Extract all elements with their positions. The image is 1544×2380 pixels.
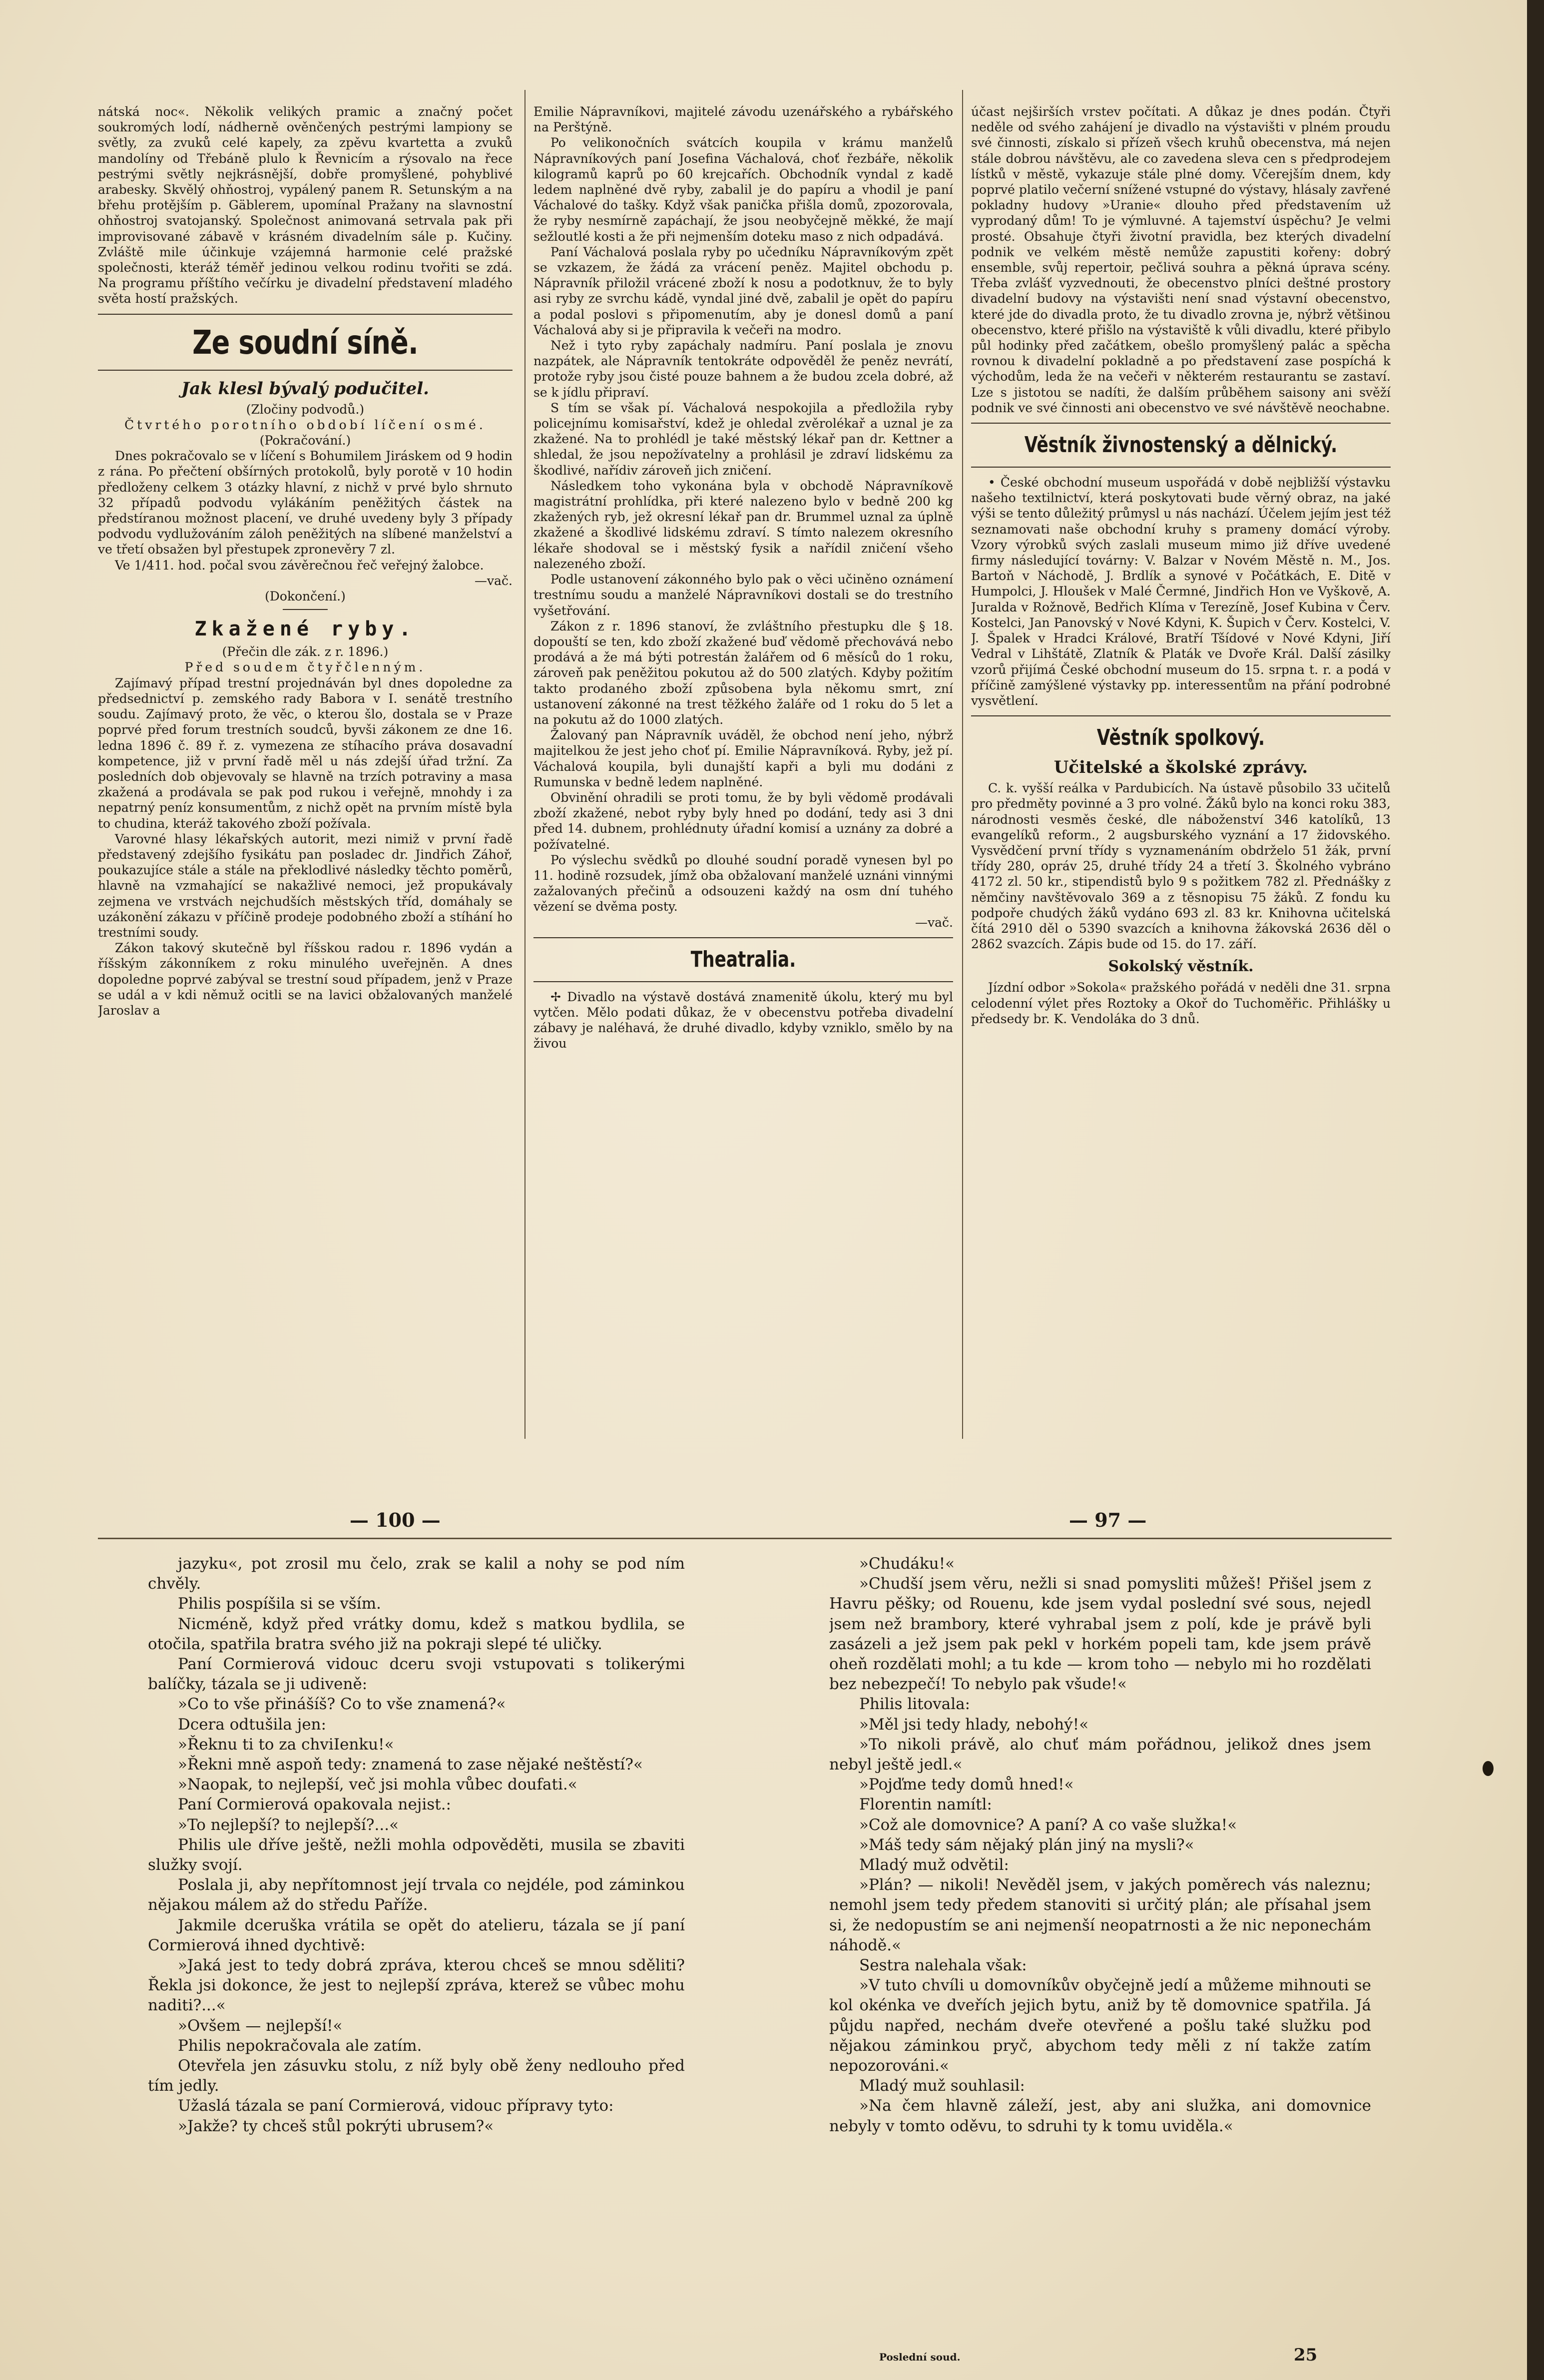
- paragraph: Philis litovala:: [859, 1695, 971, 1714]
- paragraph: Po velikonočních svátcích koupila v krámu manželů Nápravníkových paní Josefina Váchalová, choť řezbáře, několik kilogramů kaprů po 60 krejcařích. Obchodník vyndal z kadě ledem naplněné dvě ryby, zabalil je do papíru a vhodil je paní Váchalové do tašky. Když však panička přišla domů, zpozorovala, že ryby nesmírně zapáchají, že jsou neobyčejně měkké, že mají sežloutlé kosti a že při nejmenším doteku maso z nich odpadává.: [533, 135, 953, 244]
- paragraph: Varovné hlasy lékařských autorit, mezi nimiž v první řadě představený zdejšího fysikátu pan posladec dr. Jindřich Záhoř, poukazujíce stále a stále na překlodlivé následky těchto poměrů, hlavně na vzmahající se nakažlivé nemoci, jež propukávaly zejmena ve vrstvách nejchudších městských tříd, domáhaly se uzákonění zákazu v příčině prodeje podobného zboží a stíhání ho trestními soudy.: [98, 831, 513, 940]
- subsection-title: Učitelské a školské zprávy.: [1053, 757, 1308, 778]
- paragraph: S tím se však pí. Váchalová nespokojila a předložila ryby policejnímu komisařství, kdež je ohledal zvěrolékař a uznal je za zkažené. Na to prohlédl je také městský lékař pan dr. Kettner a shledal, že jsou nepožívatelny a prohlásil je zdraví lidskému za škodlivé, nařídiv zároveň jich zničení.: [533, 400, 953, 478]
- intro-paragraph: nátská noc«. Několik velikých pramic a značný počet soukromých lodí, nádherně ověnčených pestrými lampiony se světly, za zvuků celé kapely, za zpěvu kvartetta a zvuků mandolíny od Třebáně plulo k Řevnicím a rýsovalo na řece pestrými světly nejkrásnější, dobře promyšlené, pohyblivé arabesky. Skvělý ohňostroj, vypálený panem R. Setunským a na břehu protějším p. Gäblerem, upomínal Pražany na slavnostní ohňostroj svatojanský. Společnost animovaná setrvala pak při improvisované zábavě v krásném divadelním sále p. Kučiny. Zvláště mile účinkuje vzájemná harmonie celé pražské společnosti, kteráž téměř jedinou velkou rodinu tvořiti se zdá. Na programu příštího večírku je divadelní představení mladého světa hostí pražských.: [98, 104, 513, 306]
- section-title-court: Ze soudní síně.: [192, 323, 418, 362]
- paragraph: Nicméně, když před vrátky domu, kdež s matkou bydlila, se otočila, spatřila bratra svého již na pokraji slepé té uličky.: [148, 1615, 685, 1653]
- paragraph: »Chudší jsem věru, nežli si snad pomysliti můžeš! Přišel jsem z Havru pěšky; od Rouenu, kde jsem vydal poslední své sous, nejedl jsem než brambory, které vyhrabal jsem z polí, kde je právě byli zasázeli a jež jsem pak pekl v horkém popeli tam, kde jsem právě oheň rozdělati mohl; a tu kde — krom toho — nebylo mi ho rozdělati bez nebezpečí! To nebylo pak všude!«: [829, 1575, 1371, 1694]
- paragraph: Paní Cormierová vidouc dceru svoji vstupovati s tolikerými balíčky, tázala se ji udiveně:: [148, 1655, 685, 1694]
- paragraph: »To nikoli právě, alo chuť mám pořádnou, jelikož dnes jsem nebyl ještě jedl.«: [829, 1735, 1371, 1774]
- paragraph: Poslala ji, aby nepřítomnost její trvala co nejdéle, pod záminkou nějakou málem až do středu Paříže.: [148, 1876, 685, 1914]
- paragraph: Ve 1/411. hod. počal svou závěrečnou řeč veřejný žalobce.: [115, 558, 484, 573]
- paragraph: »Ovšem — nejlepší!«: [178, 2016, 343, 2035]
- footer-page-number: 25: [1294, 2345, 1318, 2365]
- paragraph: Žalovaný pan Nápravník uváděl, že obchod není jeho, nýbrž majitelkou že jest jeho choť pí. Emilie Nápravníková. Ryby, jež pí. Váchalová koupila, byli dunajští kapři a byli mu dodáni z Rumunska v bedně ledem naplněné.: [533, 728, 953, 789]
- paragraph: Jízdní odbor »Sokola« pražského pořádá v neděli dne 31. srpna celodenní výlet přes Roztoky a Okoř do Tuchoměřic. Přihlášky u předsedy br. K. Vendoláka do 3 dnů.: [971, 980, 1391, 1026]
- divider: [98, 370, 513, 371]
- paragraph: Podle ustanovení zákonného bylo pak o věci učiněno oznámení trestnímu soudu a manželé Nápravníkovi dostali se do trestního vyšetřování.: [533, 572, 953, 618]
- paragraph: Mladý muž souhlasil:: [859, 2077, 1025, 2095]
- paragraph: »Na čem hlavně záleží, jest, aby ani služka, ani domovnice nebyly v tomto oděvu, to sdruhi ty k tomu uviděla.«: [829, 2097, 1371, 2135]
- paragraph: Po výslechu svědků po dlouhé soudní poradě vynesen byl po 11. hodině rozsudek, jímž oba obžalovaní manželé uznáni vinnými zažalovaných přečinů a odsouzeni každý na osm dní tuhého vězení se dvěma posty.: [533, 852, 953, 914]
- paragraph: • České obchodní museum uspořádá v době nejbližší výstavku našeho textilnictví, která poskytovati bude věrný obraz, na jaké výši se tento důležitý průmysl u nás nachází. Účelem jejím jest též seznamovati naše obchodní kruhy s prameny domácí výroby. Vzory výrobků svých zaslali museum mimo již dříve uvedené firmy následující továrny: V. Balzar v Novém Městě n. M., Jos. Bartoň v Náchodě, J. Brdlík a synové v Počátkách, E. Ditě v Humpolci, J. Hloušek v Malé Čermné, Jindřich Hon ve Vyškově, A. Juralda v Rožnově, Bedřich Klíma v Terezíně, Josef Kubina v Červ. Kostelci, Jan Panovský v Nové Kdyni, K. Šupich v Červ. Kostelci, V. J. Špalek v Hradci Králové, Bratří Tšídové v Nové Kdyni, Jiří Vedral v Lihštátě, Zlatník & Platák ve Dvoře Král. Další zásilky vzorů přijímá České obchodní museum do 15. srpna t. r. a podá v příčině zamýšlené výstavky pp. interessentům na přání podrobné vysvětlení.: [971, 475, 1391, 708]
- paragraph: »Řekni mně aspoň tedy: znamená to zase nějaké neštěstí?«: [178, 1756, 643, 1774]
- paragraph: Paní Váchalová poslala ryby po učedníku Nápravníkovým zpět se vzkazem, že žádá za vrácení peněz. Majitel obchodu p. Nápravník přiložil vrácené zboží k nosu a podotknuv, že to byly asi ryby ze svrchu kádě, vyndal jiné dvě, zabalil je opět do papíru a podal poslovi s připomenutím, aby je donesl domů a paní Váchalová aby si je připravila k večeři na modro.: [533, 244, 953, 337]
- paragraph: Než i tyto ryby zapáchaly nadmíru. Paní poslala je znovu nazpátek, ale Nápravník tentokráte odpověděl že peněz nevrátí, protože ryby jsou čisté pouze bahnem a že budou zcela dobré, až se k jídlu připraví.: [533, 338, 953, 400]
- divider: [533, 981, 953, 982]
- paragraph: Philis ule dříve ještě, nežli mohla odpověděti, musila se zbaviti služky svojí.: [148, 1835, 685, 1874]
- paragraph: účast nejširších vrstev počítati. A důkaz je dnes podán. Čtyři neděle od svého zahájení je divadlo na výstavišti v plném proudu své činnosti, získalo si přízeň všech kruhů obecenstva, má nejen stále dobrou návštěvu, ale co zavedena sleva cen s předprodejem lístků v městě, vykazuje stále plné domy. Včerejším dnem, kdy poprvé platilo večerní snížené vstupné do výstavy, hlásaly zavřené pokladny hudovy »Uranie« dlouho před představením už vyprodaný dům! To je výmluvné. A tajemství úspěchu? Je velmi prosté. Obsahuje čtyři životní pravidla, bez kterých divadelní podnik ve velkém městě nemůže zapustiti kořeny: dobrý ensemble, svůj repertoir, pečlivá souhra a pěkná úprava scény. Třeba zvlášť vyzvednouti, že obecenstvo plníci deštné prostory divadelní budovy na výstavišti není snad výstavní obecenstvo, které jde do divadla proto, že tu divadlo zrovna je, nýbrž většinou obecenstvo, které přišlo na výstaviště k vůli divadlu, které přibylo půl hodinky před začátkem, obešlo promyšlený palác a spěcha rovnou k divadelní pokladně a po představení zase pospíchá k východům, leda že na večeři v některém restaurantu se zastaví. Lze s jistotou se nadíti, že dalším průběhem saisony ani svěží podnik ve své činnosti ani obecenstvo ve své návštěvě neochabne.: [971, 104, 1391, 415]
- article-title: Zkažené ryby.: [194, 617, 416, 641]
- paragraph: Philis nepokračovala ale zatím.: [178, 2036, 422, 2055]
- paragraph: Sestra nalehala však:: [859, 1956, 1027, 1975]
- paragraph: »Což ale domovnice? A paní? A co vaše služka!«: [859, 1815, 1237, 1834]
- column-divider: [962, 90, 963, 1439]
- paragraph: Zákon takový skutečně byl říšskou radou r. 1896 vydán a říšským zákonníkem z roku minulého uveřejněn. A dnes dopoledne poprvé zabýval se trestní soud případem, jenž v Praze se udál a v kdi němuž ocitli se na lavici obžalovaných manželé Jaroslav a: [98, 941, 513, 1018]
- punch-hole: [1483, 1761, 1494, 1776]
- paragraph: C. k. vyšší reálka v Pardubicích. Na ústavě působilo 33 učitelů pro předměty povinné a 3 pro volné. Žáků bylo na konci roku 383, národnosti vesměs české, dle náboženství 346 katolíků, 13 evangelíků reform., 2 augsburského vyznání a 17 židovského. Vysvědčení první třídy s vyznamenáním obdrželo 51 žák, první třídy 280, opráv 25, druhé třídy 24 a třetí 3. Školného vybráno 4172 zl. 50 kr., stipendistů bylo 9 s požitkem 782 zl. Přednášky z němčiny navštěvovalo 369 a z těsnopisu 75 žáků. Z fondu ku podpoře chudých žáků vydáno 693 zl. 83 kr. Knihovna učitelská čítá 2910 děl o 5390 svazcích a knihovna žákovská 2636 děl o 2862 svazcích. Zápis bude od 15. do 17. září.: [971, 781, 1391, 952]
- signature: —vač.: [915, 915, 953, 930]
- paragraph: »Naopak, to nejlepší, več jsi mohla vůbec doufati.«: [178, 1776, 577, 1794]
- scan-edge: [1527, 0, 1544, 2380]
- article-title: Jak klesl bývalý podučitel.: [181, 378, 429, 399]
- divider: [971, 715, 1391, 716]
- paragraph: jazyku«, pot zrosil mu čelo, zrak se kalil a nohy se pod ním chvěly.: [148, 1555, 685, 1593]
- section-title-trade: Věstník živnostenský a dělnický.: [1024, 432, 1338, 458]
- paragraph: »To nejlepší? to nejlepší?...«: [178, 1815, 399, 1834]
- paragraph: »V tuto chvíli u domovníkův obyčejně jedí a můžeme mihnouti se kol okénka ve dveřích jejich bytu, aniž by tě domovnice spatřila. Já půjdu napřed, nechám dveře otevřené a pošlu také služku pod nějakou záminkou pryč, abychom tedy měli z ní takže zatím nepozorováni.«: [829, 1976, 1371, 2075]
- paragraph: Dnes pokračovalo se v líčení s Bohumilem Jiráskem od 9 hodin z rána. Po přečtení obšírných protokolů, byly porotě v 10 hodin předloženy celkem 3 otázky hlavní, z nichž v prvé bylo shrnuto 32 případů podvodu vylákáním peněžitých částek na předstíranou možnost placení, ve druhé uvedeny byly 3 případy podvodu vydlužováním záloh peněžitých na slíbené manželství a ve třetí obsažen byl přestupek zpronevěry 7 zl.: [98, 449, 513, 557]
- paragraph: Následkem toho vykonána byla v obchodě Nápravníkově magistrátní prohlídka, při které nalezeno bylo v bedně 200 kg zkažených ryb, jež okresní lékař pan dr. Brummel uznal za úplně zkažené a škodlivé lidskému zdraví. S tímto nalezem okresního lékaře shodoval se i městský fysik a nařídil zničení všeho nalezeného zboží.: [533, 478, 953, 571]
- section-title-clubs: Věstník spolkový.: [1096, 725, 1265, 751]
- paragraph: Jakmile dceruška vrátila se opět do atelieru, tázala se jí paní Cormierová ihned dychtivě:: [148, 1916, 685, 1954]
- paragraph: »Pojďme tedy domů hned!«: [859, 1776, 1074, 1794]
- paragraph: »Řeknu ti to za chviIenku!«: [178, 1735, 394, 1754]
- divider: [971, 423, 1391, 424]
- divider: [533, 937, 953, 938]
- article-subtitle: (Zločiny podvodů.): [246, 402, 365, 417]
- paragraph: Dcera odtušila jen:: [178, 1715, 327, 1734]
- paragraph: Zákon z r. 1896 stanoví, že zvláštního přestupku dle § 18. dopouští se ten, kdo zboží zkažené buď vědomě přechovává nebo prodává a že má býti potrestán žalářem od 6 měsíců do 1 roku, zároveň pak peněžitou pokutou až do 500 zlatých. Kdyby požitím takto prodaného zboží způsobena byla někomu smrt, zní ustanovení zákonné na trest těžkého žaláře od 1 roku do 5 let a na pokutu až do 1000 zlatých.: [533, 618, 953, 727]
- divider: [971, 467, 1391, 468]
- page-number-right: — 97 —: [1069, 1509, 1147, 1531]
- article-subtitle: (Přečin dle zák. z r. 1896.): [222, 644, 389, 659]
- end-note: (Dokončení.): [265, 589, 346, 604]
- page-number-left: — 100 —: [350, 1509, 441, 1531]
- paragraph: »Co to vše přinášíš? Co to vše znamená?«: [178, 1695, 506, 1714]
- paragraph: »Plán? — nikoli! Nevěděl jsem, v jakých poměrech vás naleznu; nemohl jsem tedy předem stanoviti si určitý plán; ale přísahal jsem si, že nedopustím se ani nejmenší neopatrnosti a že nic neponechám náhodě.«: [829, 1876, 1371, 1954]
- left-column: [98, 104, 513, 1470]
- middle-column: [533, 104, 953, 1470]
- lower-left-column: [148, 1554, 685, 2363]
- signature: —vač.: [475, 573, 513, 588]
- paragraph: »Měl jsi tedy hlady, nebohý!«: [859, 1715, 1089, 1734]
- continued-note: (Pokračování.): [259, 433, 351, 448]
- paragraph: »Máš tedy sám nějaký plán jiný na mysli?«: [859, 1835, 1194, 1854]
- divider: [283, 609, 328, 610]
- paragraph: »Chudáku!«: [859, 1555, 955, 1573]
- divider: [98, 314, 513, 315]
- section-title-theatre: Theatralia.: [690, 946, 796, 972]
- paragraph: Otevřela jen zásuvku stolu, z níž byly obě ženy nedlouho před tím jedly.: [148, 2057, 685, 2095]
- paragraph: ✢ Divadlo na výstavě dostává znamenitě úkolu, který mu byl vytčen. Mělo podati důkaz, že v obecenstvu potřeba divadelní zábavy je naléhavá, že druhé divadlo, kdyby vzniklo, smělo by na živou: [533, 989, 953, 1051]
- paragraph: »Jakže? ty chceš stůl pokrýti ubrusem?«: [178, 2117, 494, 2135]
- paragraph: Obvinění ohradili se proti tomu, že by byli vědomě prodávali zboží zkažené, nebot ryby byly hned po dodání, tedy asi 3 dni před 14. dubnem, prohlédnuty úřadní komisí a uznány za dobré a požívatelné.: [533, 790, 953, 852]
- footer-title: Poslední soud.: [879, 2351, 961, 2363]
- column-divider: [524, 90, 525, 1439]
- bottom-rule: [98, 1538, 1392, 1539]
- lower-right-column: [829, 1554, 1371, 2338]
- article-heading: Před soudem čtyřčlenným.: [184, 660, 426, 675]
- article-heading: Čtvrtého porotního období líčení osmé.: [124, 417, 486, 432]
- paragraph: Emilie Nápravníkovi, majitelé závodu uzenářského a rybářského na Perštýně.: [533, 104, 953, 135]
- paragraph: »Jaká jest to tedy dobrá zpráva, kterou chceš se mnou sděliti? Řekla jsi dokonce, že jest to nejlepší zpráva, kterež se vůbec mohu naditi?...«: [148, 1956, 685, 2015]
- paragraph: Mladý muž odvětil:: [859, 1856, 1009, 1874]
- subsection-title: Sokolský věstník.: [1108, 958, 1254, 976]
- paragraph: Florentin namítl:: [859, 1795, 992, 1814]
- paragraph: Užaslá tázala se paní Cormierová, vidouc přípravy tyto:: [178, 2097, 614, 2115]
- paragraph: Philis pospíšila si se vším.: [178, 1595, 381, 1613]
- right-column: [971, 104, 1391, 1470]
- paragraph: Paní Cormierová opakovala nejist.:: [178, 1795, 452, 1814]
- paragraph: Zajímavý případ trestní projednáván byl dnes dopoledne za předsednictví p. zemského rady Babora v I. senátě trestního soudu. Zajímavý proto, že věc, o kterou šlo, dostala se v Praze poprvé před forum trestních soudců, byvši zákonem ze dne 16. ledna 1896 č. 89 ř. z. vymezena ze stíhacího práva dosavadní kompetence, již v první řadě měl u nás zdejší úřad tržní. Za posledních dob objevovaly se hlavně na trzích potraviny a masa zkažená a prodávala se pak pod rukou i veřejně, mnohdy i za nepatrný peníz konsumentům, z nichž opět na prvním místě byla to chudina, kteráž takového zboží požívala.: [98, 675, 513, 831]
